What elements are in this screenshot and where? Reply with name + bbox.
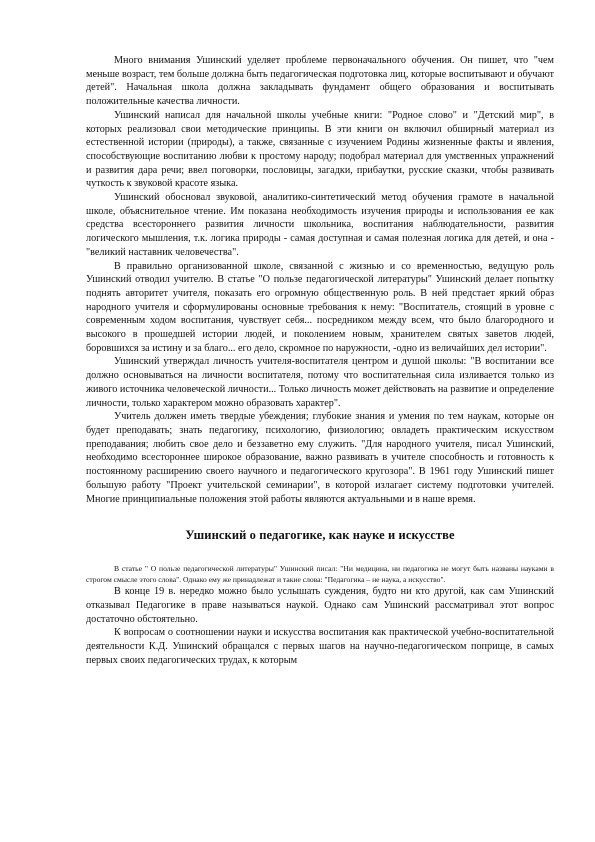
paragraph-science-art: К вопросам о соотношении науки и искусства воспитания как практической учебно-воспитательной деятельности К.Д. Ушинский обращался с первых шагов на научно-педагогическом поприще, в самых первых своих педагогических трудах, к которым xyxy=(86,627,554,666)
paragraph-teacher-personality: Ушинский утверждал личность учителя-воспитателя центром и душой школы: "В воспитании все должно основываться на личности воспитателя, потому что воспитательная сила изливается только из живого источника человеческой личности... Только личность может действовать на развитие и определение личности, только характером можно образовать характер". xyxy=(86,356,555,409)
document-page xyxy=(86,54,554,667)
paragraph-textbooks: Ушинский написал для начальной школы учебные книги: "Родное слово" и "Детский мир", в которых реализовал свои методические принципы. В эти книги он включил обширный материал из естественной истории (природы), а также, связанные с изучением Родины жизненные факты и явления, способствующие воспитанию любви к простому народу; подобрал материал для умственных упражнений и развития дара речи; ввел поговорки, пословицы, загадки, прибаутки, русские сказки, чтобы развивать чуткость к звуковой красоте языка. xyxy=(86,109,554,190)
section-heading: Ушинский о педагогике, как науке и искусстве xyxy=(185,528,455,543)
paragraph-teacher-role: В правильно организованной школе, связанной с жизнью и со временностью, ведущую роль Ушинский отводил учителю. В статье "О пользе педагогической литературы" Ушинский делает попытку поднять авторитет учителя, показать его огромную общественную роль. В ней предстает яркий образ народного учителя и сформулированы основные требования к нему: "Воспитатель, стоящий в уровне с современным ходом воспитания, чувствует себя... посредником между всем, что было благородного и высокого в прошедшей истории людей, и поколением новым, хранителем святых заветов людей, боровшихся за истину и за благо... его дело, скромное по наружности, -одно из величайших дел истории". xyxy=(86,260,554,354)
paragraph-teacher-requirements: Учитель должен иметь твердые убеждения; глубокие знания и умения по тем наукам, которые он будет преподавать; знать педагогику, психологию, физиологию; овладеть практическим искусством преподавания; любить свое дело и беззаветно ему служить. "Для народного учителя, писал Ушинский, необходимо всестороннее широкое образование, важно развивать в учителе способность и готовность к постоянному расширению своего научного и педагогического кругозора". В 1961 году Ушинский пишет большую работу "Проект учительской семинарии", в которой излагает систему подготовки учителей. Многие принципиальные положения этой работы являются актуальными и в наше время. xyxy=(86,411,554,505)
epigraph-quote: В статье " О пользе педагогической литературы" Ушинский писал: "Ни медицина, ни педагогика не могут быть названы науками в строгом смысле этого слова". Однако ему же принадлежат и такие слова: "Педагогика – не наука, а искусство". xyxy=(86,564,554,585)
paragraph-pedagogy-science: В конце 19 в. нередко можно было услышать суждения, будто ни кто другой, как сам Ушинский отказывал Педагогике в праве называться наукой. Однако сам Ушинский рассматривал этот вопрос достаточно обстоятельно. xyxy=(86,586,554,625)
paragraph-primary-education: Много внимания Ушинский уделяет проблеме первоначального обучения. Он пишет, что "чем меньше возраст, тем больше должна быть педагогическая подготовка лиц, которые воспитывают и обучают детей". Начальная школа должна закладывать фундамент общего образования и воспитывать положительные качества личности. xyxy=(86,55,554,108)
paragraph-reading-method: Ушинский обосновал звуковой, аналитико-синтетический метод обучения грамоте в начальной школе, объяснительное чтение. Им показана необходимость изучения природы и использования ее как средства всестороннего развития личности школьника, воспитания наблюдательности, развития логического мышления, т.к. логика природы - самая доступная и самая полезная логика для детей, и она - "великий наставник человечества". xyxy=(86,192,554,258)
